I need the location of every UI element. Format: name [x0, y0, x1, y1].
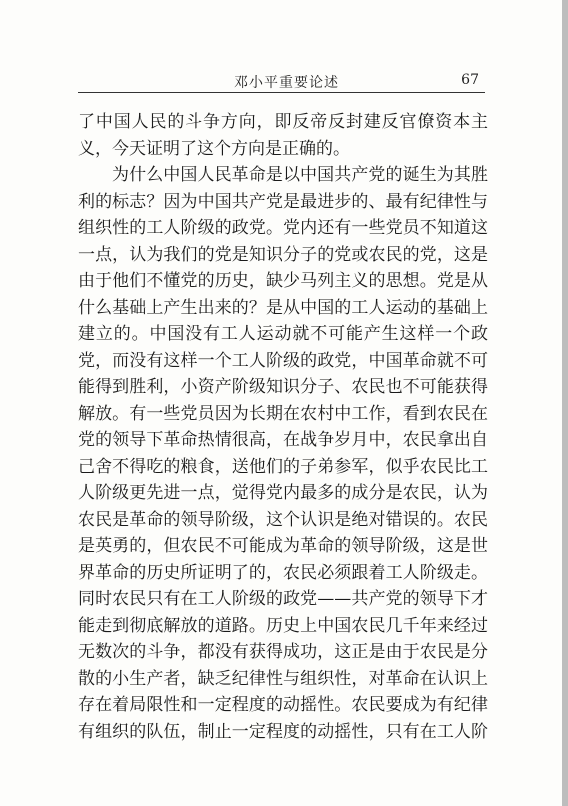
- text-line: 界革命的历史所证明了的，农民必须跟着工人阶级走。: [78, 562, 488, 583]
- text-line: 无数次的斗争，都没有获得成功，这正是由于农民是分: [78, 642, 488, 662]
- running-title: 邓小平重要论述: [234, 75, 339, 91]
- text-line: 同时农民只有在工人阶级的政党——共产党的领导下才: [78, 589, 488, 609]
- page-edge: [562, 0, 568, 806]
- text-line: 能走到彻底解放的道路。历史上中国农民几千年来经过: [78, 615, 488, 636]
- text-line: 建立的。中国没有工人运动就不可能产生这样一个政: [78, 324, 488, 344]
- page-number: 67: [461, 72, 479, 88]
- text-line: 为什么中国人民革命是以中国共产党的诞生为其胜: [112, 165, 488, 185]
- text-line: 存在着局限性和一定程度的动摇性。农民要成为有纪律: [78, 695, 488, 715]
- text-line: 农民是革命的领导阶级，这个认识是绝对错误的。农民: [78, 509, 488, 530]
- text-line: 组织性的工人阶级的政党。党内还有一些党员不知道这: [78, 218, 488, 238]
- text-line: 己舍不得吃的粮食，送他们的子弟参军，似乎农民比工: [78, 456, 488, 477]
- text-line: 能得到胜利，小资产阶级知识分子、农民也不可能获得: [78, 377, 488, 397]
- text-line: 利的标志？因为中国共产党是最进步的、最有纪律性与: [78, 191, 488, 212]
- text-line: 由于他们不懂党的历史，缺少马列主义的思想。党是从: [78, 271, 488, 291]
- text-line: 义，今天证明了这个方向是正确的。: [78, 138, 350, 159]
- text-line: 人阶级更先进一点，觉得党内最多的成分是农民，认为: [78, 483, 488, 503]
- text-line: 党的领导下革命热情很高，在战争岁月中，农民拿出自: [78, 430, 488, 450]
- text-line: 什么基础上产生出来的？是从中国的工人运动的基础上: [78, 297, 488, 318]
- text-line: 有组织的队伍，制止一定程度的动摇性，只有在工人阶: [78, 721, 488, 742]
- text-line: 解放。有一些党员因为长期在农村中工作，看到农民在: [78, 403, 488, 424]
- text-line: 是英勇的，但农民不可能成为革命的领导阶级，这是世: [78, 536, 488, 556]
- text-line: 散的小生产者，缺乏纪律性与组织性，对革命在认识上: [78, 668, 488, 689]
- text-line: 一点，认为我们的党是知识分子的党或农民的党，这是: [78, 244, 488, 265]
- running-header: [78, 70, 485, 93]
- text-line: 党，而没有这样一个工人阶级的政党，中国革命就不可: [78, 350, 488, 371]
- body-text: [78, 109, 488, 745]
- text-line: 了中国人民的斗争方向，即反帝反封建反官僚资本主: [78, 112, 488, 132]
